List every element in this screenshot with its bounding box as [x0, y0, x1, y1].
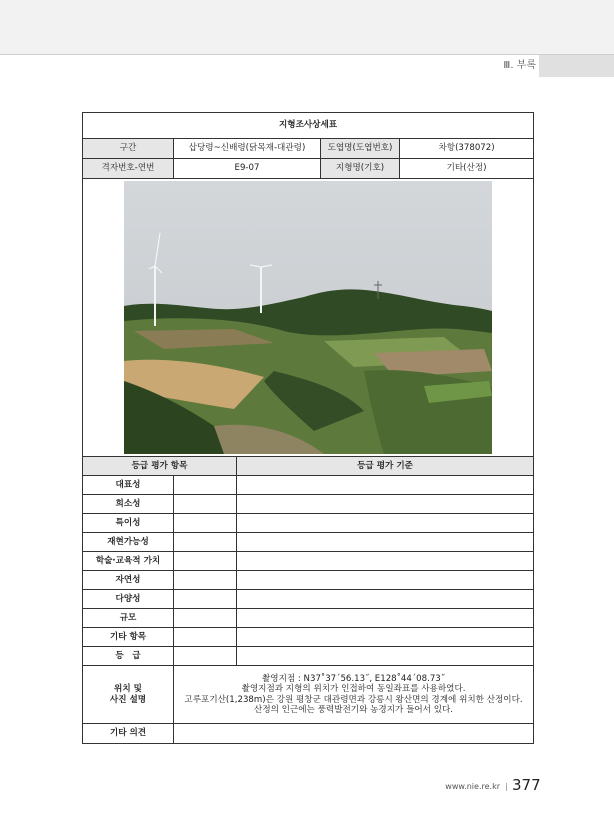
criteria-label: 특이성	[83, 514, 174, 533]
value-map-sheet: 차항(378072)	[400, 139, 534, 159]
landscape-photo-image	[124, 181, 492, 454]
location-line: 고루포기산(1,238m)은 강원 평창군 대관령면과 강릉시 왕산면의 경계에 위치한 산정이다.	[184, 694, 523, 705]
footer-url: www.nie.re.kr	[445, 782, 500, 791]
section-label: Ⅲ. 부록	[503, 60, 536, 71]
survey-detail-table	[82, 112, 534, 744]
landscape-photo	[124, 181, 492, 454]
other-opinion-value	[174, 724, 534, 744]
label-map-sheet: 도엽명(도엽번호)	[321, 139, 400, 159]
criteria-score	[174, 628, 237, 647]
criteria-basis	[237, 571, 534, 590]
label-landform-name: 지형명(기호)	[321, 159, 400, 179]
other-opinion-label: 기타 의견	[83, 724, 174, 744]
label-grid-number: 격자번호-연번	[83, 159, 174, 179]
criteria-score	[174, 571, 237, 590]
criteria-row-reproducibility	[83, 533, 534, 552]
other-opinion-row	[83, 724, 534, 744]
criteria-row-uniqueness	[83, 514, 534, 533]
criteria-basis	[237, 628, 534, 647]
info-row-2	[83, 159, 534, 179]
criteria-item-header: 등급 평가 항목	[83, 457, 237, 476]
criteria-label: 다양성	[83, 590, 174, 609]
info-row-1	[83, 139, 534, 159]
criteria-score	[174, 495, 237, 514]
criteria-row-representativeness	[83, 476, 534, 495]
criteria-basis	[237, 533, 534, 552]
value-section: 삽당령~신배령(닭목재-대관령)	[174, 139, 321, 159]
label-section: 구간	[83, 139, 174, 159]
location-description	[174, 666, 534, 724]
value-grid-number: E9-07	[174, 159, 321, 179]
criteria-score	[174, 533, 237, 552]
criteria-row-rarity	[83, 495, 534, 514]
criteria-label: 등 급	[83, 647, 174, 666]
location-line: 촬영지점과 지형의 위치가 인접하여 동일좌표를 사용하였다.	[241, 684, 466, 695]
criteria-basis	[237, 495, 534, 514]
criteria-basis	[237, 476, 534, 495]
section-tab-box	[539, 55, 614, 77]
criteria-score	[174, 514, 237, 533]
footer-separator: |	[505, 782, 508, 791]
criteria-score	[174, 609, 237, 628]
location-label	[83, 666, 174, 724]
criteria-label: 기타 항목	[83, 628, 174, 647]
criteria-label: 희소성	[83, 495, 174, 514]
criteria-label: 자연성	[83, 571, 174, 590]
criteria-basis	[237, 590, 534, 609]
criteria-row-scale	[83, 609, 534, 628]
location-label-line1: 위치 및	[114, 684, 142, 695]
criteria-basis	[237, 552, 534, 571]
criteria-row-grade	[83, 647, 534, 666]
criteria-row-naturalness	[83, 571, 534, 590]
criteria-score	[174, 552, 237, 571]
location-row	[83, 666, 534, 724]
location-line: 촬영지점 : N37˚37´56.13˝, E128˚44´08.73˝	[261, 673, 446, 684]
header-rule	[0, 54, 614, 55]
page-number: 377	[512, 776, 541, 794]
criteria-score	[174, 476, 237, 495]
location-label-line2: 사진 설명	[109, 694, 147, 705]
criteria-row-other-items	[83, 628, 534, 647]
criteria-basis-header: 등급 평가 기준	[237, 457, 534, 476]
photo-cell	[83, 179, 534, 457]
value-landform-name: 기타(산정)	[400, 159, 534, 179]
criteria-row-academic-value	[83, 552, 534, 571]
criteria-basis	[237, 609, 534, 628]
criteria-score	[174, 647, 237, 666]
criteria-basis	[237, 514, 534, 533]
header-band	[0, 0, 614, 54]
criteria-label: 학술·교육적 가치	[83, 552, 174, 571]
criteria-label: 재현가능성	[83, 533, 174, 552]
sheet-title: 지형조사상세표	[83, 113, 534, 139]
criteria-label: 대표성	[83, 476, 174, 495]
criteria-label: 규모	[83, 609, 174, 628]
location-line: 산정의 인근에는 풍력발전기와 농경지가 들어서 있다.	[254, 704, 454, 715]
criteria-score	[174, 590, 237, 609]
criteria-basis	[237, 647, 534, 666]
criteria-row-diversity	[83, 590, 534, 609]
